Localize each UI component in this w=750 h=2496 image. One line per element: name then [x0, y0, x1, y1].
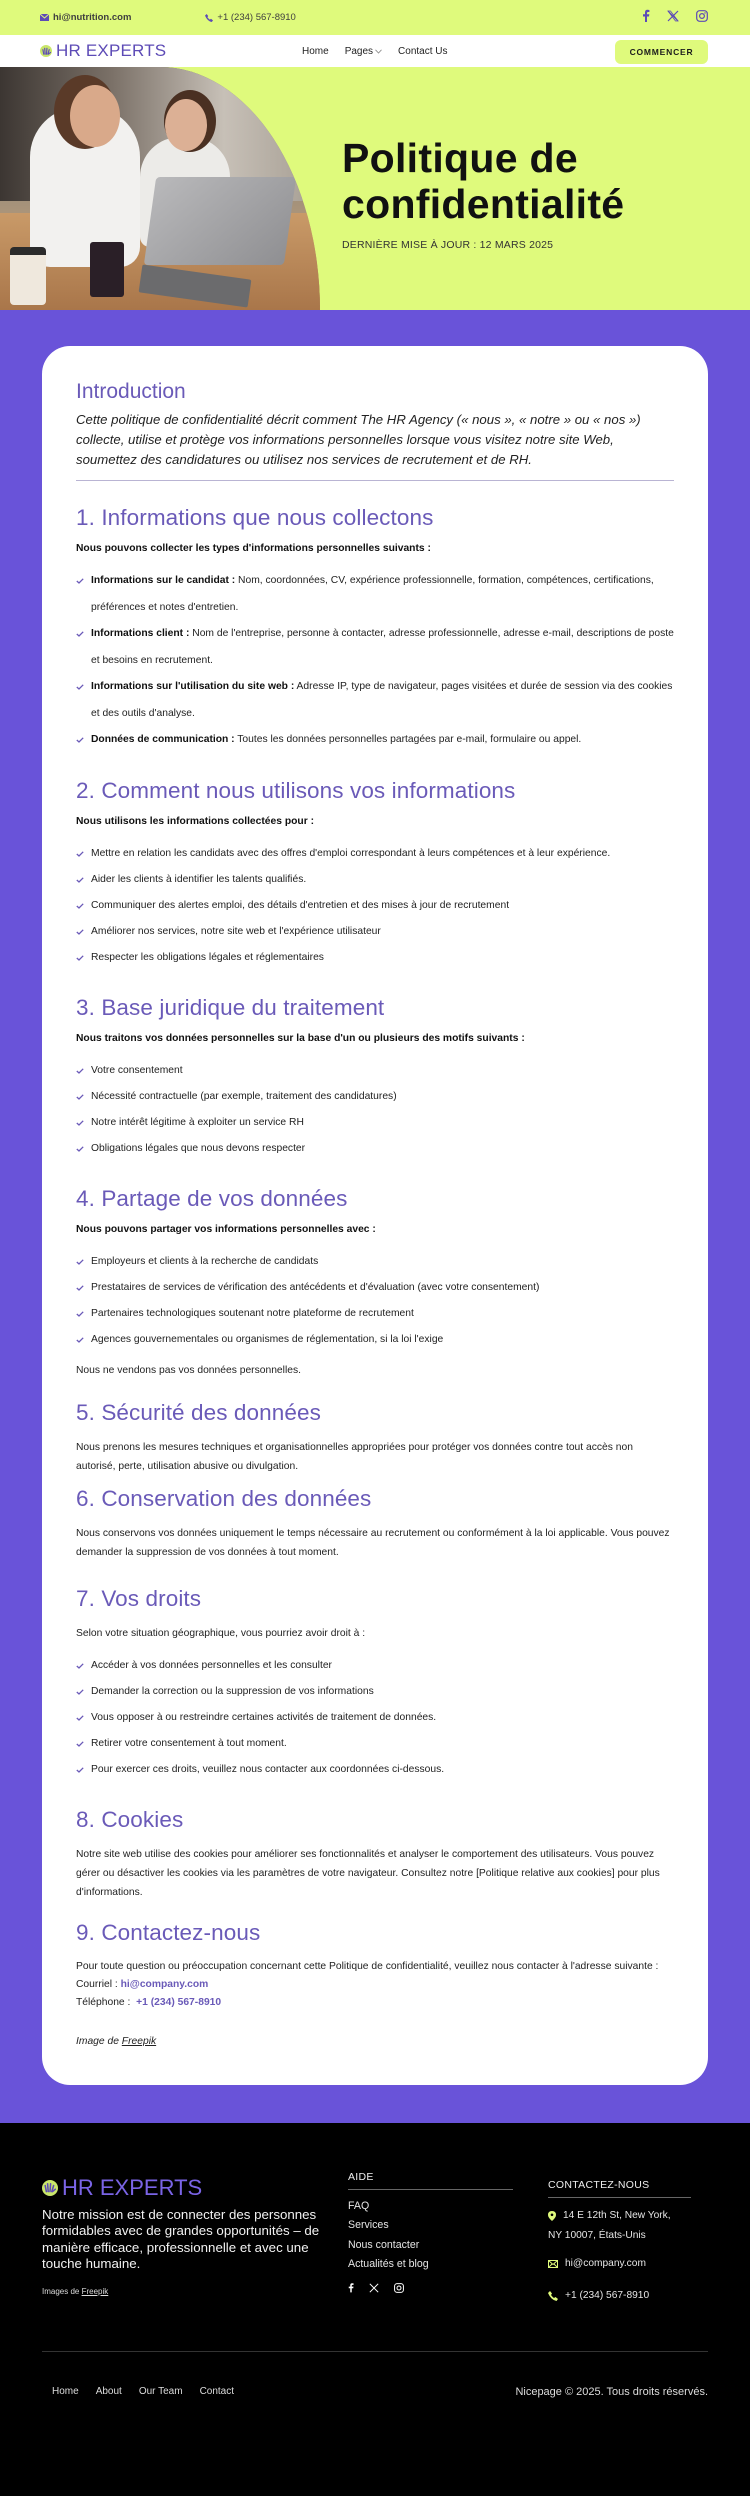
list-item: [76, 893, 674, 919]
list-item: [76, 1653, 674, 1679]
credit-prefix: Images de: [42, 2286, 82, 2296]
check-icon: [76, 621, 84, 647]
footer-socials: [348, 2282, 513, 2293]
section-6-heading: 6. Conservation des données: [76, 1485, 372, 1511]
nav-menu: [302, 35, 448, 67]
section-3-heading: 3. Base juridique du traitement: [76, 994, 385, 1020]
policy-card: [42, 346, 708, 2085]
footer-address-line1: [548, 2206, 691, 2226]
footer-link-faq[interactable]: FAQ: [348, 2199, 370, 2212]
nav-item-contact-us[interactable]: Contact Us: [398, 45, 448, 57]
list-item: [76, 1058, 674, 1084]
main-nav: [0, 35, 750, 67]
item-text: Aider les clients à identifier les talents qualifiés.: [91, 873, 307, 885]
list-item: [76, 1084, 674, 1110]
section-2-list: [76, 841, 674, 971]
list-item: [76, 1679, 674, 1705]
facebook-icon[interactable]: [348, 2282, 354, 2293]
item-text: Accéder à vos données personnelles et les consulter: [91, 1659, 332, 1671]
item-text: Communiquer des alertes emploi, des détails d'entretien et des mises à jour de recrutement: [91, 899, 510, 911]
hero-text: [342, 135, 624, 251]
address-line2: NY 10007, États-Unis: [548, 2229, 646, 2241]
list-item: [76, 1705, 674, 1731]
item-text: Prestataires de services de vérification des antécédents et d'évaluation (avec votre consentement): [91, 1281, 540, 1293]
check-icon: [76, 1249, 84, 1275]
footer-mission: Notre mission est de connecter des personnes formidables avec de grandes opportunités – de manière efficace, professionnelle et avec une touche humaine.: [42, 2206, 320, 2271]
topbar-email: hi@nutrition.com: [53, 12, 132, 23]
section-2-lead: Nous utilisons les informations collectées pour :: [76, 815, 315, 827]
check-icon: [76, 1653, 84, 1679]
list-item: [76, 867, 674, 893]
check-icon: [76, 841, 84, 867]
section-1-list: [76, 568, 674, 754]
list-item: [76, 568, 674, 621]
item-label: Informations client :: [91, 628, 190, 639]
footer-nav-our-team[interactable]: Our Team: [138, 2385, 183, 2397]
section-4-lead: Nous pouvons partager vos informations personnelles avec :: [76, 1223, 376, 1235]
footer-phone: +1 (234) 567-8910: [565, 2289, 650, 2301]
logo-text: HR EXPERTS: [56, 41, 167, 60]
envelope-icon: [548, 2254, 558, 2274]
topbar-socials: [642, 9, 708, 22]
policy-section: [0, 310, 750, 2123]
topbar-email-link[interactable]: [40, 12, 131, 23]
item-text: Employeurs et clients à la recherche de candidats: [91, 1255, 319, 1267]
list-item: [76, 1110, 674, 1136]
check-icon: [76, 1301, 84, 1327]
list-item: [76, 1301, 674, 1327]
footer-logo-text: HR EXPERTS: [62, 2174, 203, 2200]
hand-logo-icon: [40, 45, 52, 57]
address-line1: 14 E 12th St, New York,: [563, 2209, 671, 2221]
list-item: [76, 1327, 674, 1353]
item-label: Informations sur le candidat :: [91, 575, 236, 586]
item-text: Notre intérêt légitime à exploiter un service RH: [91, 1116, 304, 1128]
phone-icon: [205, 14, 213, 22]
list-item: [76, 841, 674, 867]
item-text: Améliorer nos services, notre site web et l'expérience utilisateur: [91, 925, 381, 937]
list-item: [76, 1757, 674, 1783]
footer-freepik-link[interactable]: Freepik: [81, 2286, 109, 2296]
phone-icon: [548, 2286, 558, 2306]
list-item: [76, 1249, 674, 1275]
section-5-text: Nous prenons les mesures techniques et organisationnelles appropriées pour protéger vos données contre tout accès non autorisé, perte, utilisation abusive ou divulgation.: [76, 1441, 633, 1472]
check-icon: [76, 1275, 84, 1301]
chevron-down-icon: [375, 49, 382, 54]
contact-email-link[interactable]: hi@company.com: [120, 1978, 209, 1990]
intro-heading: Introduction: [76, 380, 186, 403]
section-2-heading: 2. Comment nous utilisons vos informations: [76, 777, 516, 803]
copyright: Nicepage © 2025. Tous droits réservés.: [515, 2385, 708, 2398]
facebook-icon[interactable]: [642, 9, 650, 22]
nav-item-home[interactable]: Home: [302, 45, 329, 57]
contact-phone-link[interactable]: +1 (234) 567-8910: [136, 1996, 222, 2008]
credit-prefix: Image de: [76, 2035, 122, 2047]
section-3-list: [76, 1058, 674, 1162]
check-icon: [76, 1084, 84, 1110]
last-updated: DERNIÈRE MISE À JOUR : 12 MARS 2025: [342, 239, 554, 251]
footer: [0, 2123, 750, 2459]
x-twitter-icon[interactable]: [667, 9, 679, 22]
list-item: [76, 945, 674, 971]
check-icon: [76, 1136, 84, 1162]
footer-link-nous-contacter[interactable]: Nous contacter: [348, 2238, 420, 2251]
footer-email: hi@company.com: [565, 2257, 646, 2269]
section-4-note: Nous ne vendons pas vos données personnelles.: [76, 1364, 301, 1376]
footer-contact-column: [548, 2179, 691, 2306]
top-bar: [0, 0, 750, 35]
section-5-heading: 5. Sécurité des données: [76, 1399, 321, 1425]
intro-text: Cette politique de confidentialité décrit comment The HR Agency (« nous », « notre » ou « nos ») collecte, utilise et protège vos informations personnelles lorsque vous visitez notre site Web, soumettez des candidatures ou utilisez nos services de recrutement et de RH.: [76, 410, 674, 481]
contact-phone-line: [76, 1994, 674, 2012]
footer-phone-link[interactable]: [548, 2286, 691, 2306]
page-title: [342, 135, 624, 227]
check-icon: [76, 727, 84, 753]
nav-item-pages-label: Pages: [344, 45, 374, 57]
section-3-lead: Nous traitons vos données personnelles sur la base d'un ou plusieurs des motifs suivants :: [76, 1032, 525, 1044]
item-text: Obligations légales que nous devons respecter: [91, 1142, 306, 1154]
section-1-heading: 1. Informations que nous collectons: [76, 505, 434, 530]
list-item: [76, 727, 674, 754]
footer-email-link[interactable]: [548, 2254, 691, 2274]
item-label: Données de communication :: [91, 734, 235, 745]
image-credit: [76, 2036, 674, 2047]
check-icon: [76, 1757, 84, 1783]
section-9-text: Pour toute question ou préoccupation concernant cette Politique de confidentialité, veuillez nous contacter à l'adresse suivante :: [76, 1960, 659, 1972]
item-text: Agences gouvernementales ou organismes de réglementation, si la loi l'exige: [91, 1333, 444, 1345]
list-item: [76, 1275, 674, 1301]
topbar-phone: +1 (234) 567-8910: [217, 12, 296, 23]
section-9-heading: 9. Contactez-nous: [76, 1919, 261, 1945]
item-text: Nécessité contractuelle (par exemple, traitement des candidatures): [91, 1090, 397, 1102]
item-text: Nom de l'entreprise, personne à contacter, adresse professionnelle, adresse e-mail, descriptions de poste et besoins en recrutement.: [91, 628, 674, 666]
section-9-contact: [76, 1958, 674, 2012]
footer-address: [548, 2206, 691, 2246]
commencer-button[interactable]: COMMENCER: [615, 40, 708, 64]
list-item: [76, 1731, 674, 1757]
item-text: Respecter les obligations légales et réglementaires: [91, 951, 324, 963]
section-1-lead: Nous pouvons collecter les types d'informations personnelles suivants :: [76, 543, 431, 554]
hero-photo-two-women-laptop: [0, 67, 320, 310]
page-title-line2: confidentialité: [342, 181, 625, 227]
footer-aide-column: [348, 2171, 513, 2294]
footer-aide-links: [348, 2200, 513, 2271]
footer-address-line2: [548, 2226, 691, 2246]
check-icon: [76, 1705, 84, 1731]
instagram-icon[interactable]: [394, 2282, 404, 2293]
hero-section: [0, 67, 750, 310]
footer-bottom-nav: [52, 2386, 234, 2397]
section-8-heading: 8. Cookies: [76, 1806, 184, 1832]
item-text: Vous opposer à ou restreindre certaines activités de traitement de données.: [91, 1711, 437, 1723]
hand-logo-icon: [42, 2180, 58, 2196]
item-text: Mettre en relation les candidats avec des offres d'emploi correspondant à leurs compétences et à leur expérience.: [91, 847, 611, 859]
list-item: [76, 919, 674, 945]
nav-item-pages[interactable]: [345, 46, 382, 57]
item-text: Adresse IP, type de navigateur, pages visitées et durée de session via des cookies et des outils d'analyse.: [91, 681, 673, 719]
check-icon: [76, 1058, 84, 1084]
section-6-text: Nous conservons vos données uniquement le temps nécessaire au recrutement ou conformément à la loi applicable. Vous pouvez demander la suppression de vos données à tout moment.: [76, 1527, 670, 1558]
check-icon: [76, 674, 84, 700]
check-icon: [76, 945, 84, 971]
item-text: Partenaires technologiques soutenant notre plateforme de recrutement: [91, 1307, 414, 1319]
check-icon: [76, 893, 84, 919]
item-text: Votre consentement: [91, 1064, 183, 1076]
email-label: Courriel :: [76, 1978, 121, 1990]
page-title-line1: Politique de: [342, 135, 578, 181]
item-text: Toutes les données personnelles partagées par e-mail, formulaire ou appel.: [234, 734, 582, 745]
instagram-icon[interactable]: [696, 9, 708, 22]
check-icon: [76, 1327, 84, 1353]
footer-aide-heading: AIDE: [348, 2171, 513, 2190]
envelope-icon: [40, 14, 49, 21]
footer-nav-about[interactable]: About: [95, 2385, 122, 2397]
phone-label: Téléphone :: [76, 1996, 137, 2008]
site-logo[interactable]: [40, 41, 166, 61]
item-text: Retirer votre consentement à tout moment.: [91, 1737, 287, 1749]
section-7-list: [76, 1653, 674, 1783]
topbar-phone-link[interactable]: [205, 12, 295, 23]
section-8-text: Notre site web utilise des cookies pour améliorer ses fonctionnalités et analyser le comportement des utilisateurs. Vous pouvez gérer ou désactiver les cookies via les paramètres de votre navigateur. Consultez notre [Politique relative aux cookies] pour plus d'informations.: [76, 1848, 660, 1898]
check-icon: [76, 1679, 84, 1705]
map-pin-icon: [548, 2206, 556, 2226]
footer-contact-heading: CONTACTEZ-NOUS: [548, 2179, 691, 2198]
section-7-lead: Selon votre situation géographique, vous pourriez avoir droit à :: [76, 1627, 366, 1639]
check-icon: [76, 919, 84, 945]
footer-nav-home[interactable]: Home: [52, 2385, 79, 2397]
check-icon: [76, 1110, 84, 1136]
list-item: [76, 1136, 674, 1162]
freepik-link[interactable]: Freepik: [121, 2035, 157, 2047]
footer-divider: [42, 2351, 708, 2352]
section-7-heading: 7. Vos droits: [76, 1585, 202, 1611]
check-icon: [76, 867, 84, 893]
check-icon: [76, 1731, 84, 1757]
section-4-heading: 4. Partage de vos données: [76, 1185, 348, 1211]
footer-link-services[interactable]: Services: [348, 2219, 389, 2231]
footer-nav-contact[interactable]: Contact: [199, 2385, 235, 2397]
x-twitter-icon[interactable]: [369, 2282, 379, 2293]
contact-email-line: [76, 1976, 674, 1994]
item-text: Demander la correction ou la suppression de vos informations: [91, 1685, 374, 1697]
footer-link-actualites-blog[interactable]: Actualités et blog: [348, 2258, 429, 2270]
check-icon: [76, 568, 84, 594]
item-label: Informations sur l'utilisation du site web :: [91, 681, 295, 692]
item-text: Pour exercer ces droits, veuillez nous contacter aux coordonnées ci-dessous.: [91, 1763, 445, 1775]
item-text: Nom, coordonnées, CV, expérience professionnelle, formation, compétences, certifications, préférences et notes d'entretien.: [91, 575, 654, 613]
list-item: [76, 674, 674, 727]
list-item: [76, 621, 674, 674]
section-4-list: [76, 1249, 674, 1353]
